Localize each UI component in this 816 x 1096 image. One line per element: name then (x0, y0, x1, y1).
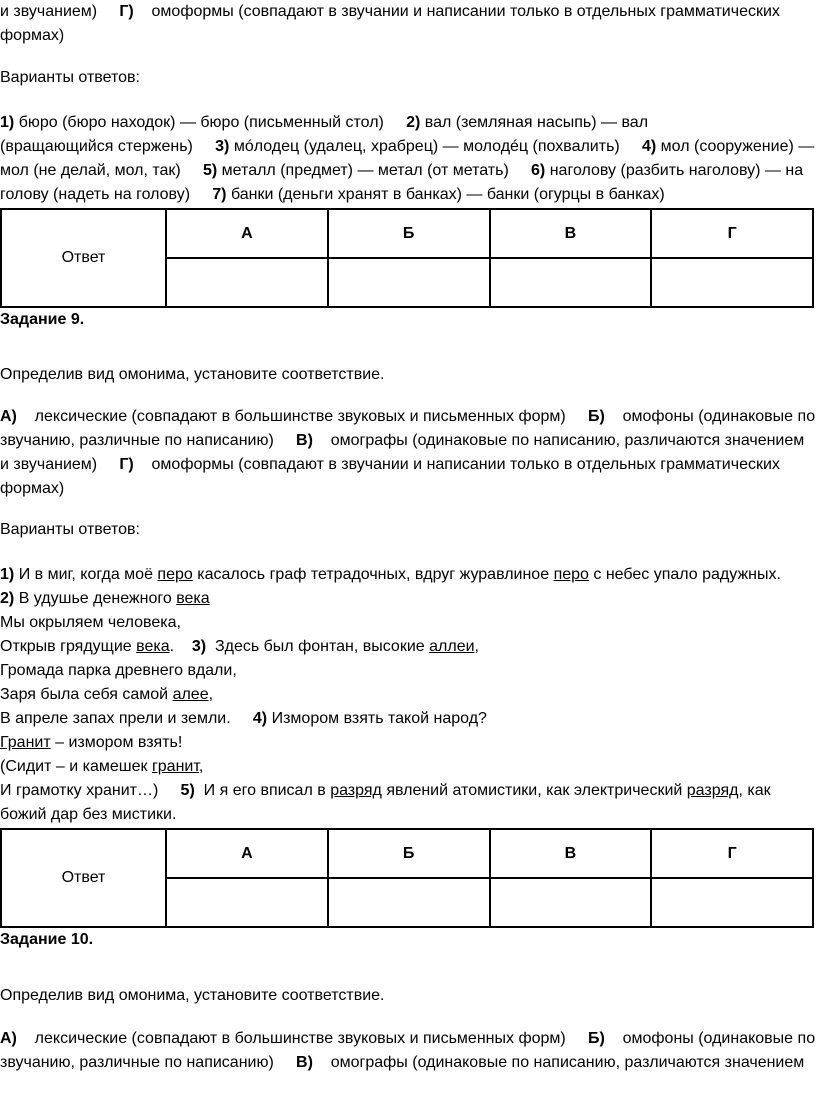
variants-title: Варианты ответов: (0, 69, 140, 86)
text-line (0, 1051, 804, 1075)
variants-title: Варианты ответов: (0, 521, 140, 538)
text-fragment: мóлодец (удалец, храбрец) — молодéц (похвалить) (233, 138, 620, 155)
option-letter: Б) (587, 408, 605, 425)
text-fragment: омофоны (одинаковые по (622, 1030, 816, 1047)
text-line (0, 1027, 815, 1051)
text-line: Заря была себя самой алее, (0, 686, 214, 703)
option-letter: А) (0, 1030, 17, 1047)
answer-cell[interactable] (490, 878, 652, 927)
text-line: формах) (0, 27, 65, 44)
text-fragment: (вращающийся стержень) (0, 138, 193, 155)
header-cell: Б (328, 829, 490, 878)
text-fragment: , как (738, 782, 771, 799)
text-line: Открыв грядущие века. 3) Здесь был фонтан, высокие аллеи, (0, 638, 479, 655)
text-fragment: омографы (одинаковые по написанию, различаются значением (330, 432, 805, 449)
option-number: 3) (191, 638, 207, 655)
text-fragment: Открыв грядущие (0, 638, 132, 655)
text-line (0, 159, 803, 183)
text-fragment: Измором взять такой народ? (271, 710, 487, 727)
option-number: 4) (252, 710, 268, 727)
text-fragment: голову (надеть на голову) (0, 186, 191, 203)
text-fragment: омоформы (совпадают в звучании и написании только в отдельных грамматических (151, 456, 780, 473)
option-letter: А) (0, 408, 17, 425)
text-line (0, 731, 182, 755)
answer-cell[interactable] (166, 878, 328, 927)
text-fragment: омографы (одинаковые по написанию, различаются значением (330, 1054, 805, 1071)
task-instruction: Определив вид омонима, установите соответствие. (0, 987, 385, 1004)
header-cell: В (490, 209, 652, 258)
text-fragment: мол (не делай, мол, так) (0, 162, 181, 179)
underlined-word: века (176, 590, 210, 607)
answer-cell[interactable] (166, 258, 328, 307)
text-fragment: явлений атомистики, как электрический (386, 782, 683, 799)
text-fragment: лексические (совпадают в большинстве звуковых и письменных форм) (34, 408, 566, 425)
answer-table (0, 208, 814, 308)
text-fragment: Заря была себя самой (0, 686, 169, 703)
task-instruction: Определив вид омонима, установите соответствие. (0, 366, 385, 383)
option-letter: Г) (119, 456, 134, 473)
answer-table (0, 828, 814, 928)
header-cell: Г (651, 209, 813, 258)
option-letter: В) (296, 432, 313, 449)
text-fragment: и звучанием) (0, 456, 98, 473)
text-line: божий дар без мистики. (0, 806, 177, 823)
option-number: 5) (202, 162, 218, 179)
text-line (0, 587, 210, 611)
header-cell: Б (328, 209, 490, 258)
underlined-word: перо (553, 566, 589, 583)
text-line (0, 429, 804, 453)
option-letter: Б) (587, 1030, 605, 1047)
text-line (0, 405, 815, 429)
text-fragment: звучанию, различные по написанию) (0, 432, 274, 449)
underlined-word: века (136, 638, 170, 655)
text-fragment: с небес упало радужных. (593, 566, 781, 583)
text-fragment: звучанию, различные по написанию) (0, 1054, 274, 1071)
underlined-word: перо (157, 566, 193, 583)
task-title-text: Задание 9. (0, 311, 85, 328)
answer-cell[interactable] (490, 258, 652, 307)
text-line: (Сидит – и камешек гранит, (0, 758, 204, 775)
answer-cell[interactable] (651, 258, 813, 307)
text-fragment: В удушье денежного (18, 590, 172, 607)
text-fragment: омоформы (совпадают в звучании и написании только в отдельных грамматических (151, 3, 780, 20)
text-fragment: вал (земляная насыпь) — вал (424, 114, 649, 131)
underlined-word: разряд (686, 782, 739, 799)
answer-cell[interactable] (328, 878, 490, 927)
text-line (0, 111, 648, 135)
answer-label: Ответ (1, 209, 166, 307)
task-title-text: Задание 10. (0, 931, 94, 948)
answer-label: Ответ (1, 829, 166, 927)
underlined-word: гранит (151, 758, 199, 775)
option-number: 7) (212, 186, 227, 203)
text-fragment: банки (деньги хранят в банках) — банки (огурцы в банках) (230, 186, 665, 203)
option-number: 2) (0, 590, 15, 607)
text-line (0, 707, 487, 731)
answer-cell[interactable] (328, 258, 490, 307)
option-number: 5) (180, 782, 195, 799)
text-fragment: В апреле запах прели и земли. (0, 710, 231, 727)
underlined-word: Гранит (0, 734, 51, 751)
text-fragment: И в миг, когда моё (18, 566, 153, 583)
underlined-word: разряд (330, 782, 382, 799)
text-line (0, 0, 780, 24)
text-line (0, 453, 780, 477)
text-fragment: мол (сооружение) — (660, 138, 815, 155)
text-line (0, 183, 665, 207)
text-fragment: (Сидит – и камешек (0, 758, 148, 775)
text-fragment: – измором взять! (55, 734, 183, 751)
underlined-word: аллеи (429, 638, 475, 655)
text-fragment: омофоны (одинаковые по (622, 408, 816, 425)
option-number: 2) (406, 114, 421, 131)
underlined-word: алее (172, 686, 209, 703)
text-fragment: металл (предмет) — метал (от метать) (221, 162, 509, 179)
text-line (0, 563, 781, 587)
text-line: Громада парка древнего вдали, (0, 662, 237, 679)
task-title (0, 308, 84, 332)
text-fragment: лексические (совпадают в большинстве звуковых и письменных форм) (34, 1030, 566, 1047)
text-line (0, 135, 814, 159)
header-cell: А (166, 829, 328, 878)
text-line (0, 779, 771, 803)
text-fragment: наголову (разбить наголову) — на (549, 162, 804, 179)
option-number: 1) (0, 566, 15, 583)
header-cell: В (490, 829, 652, 878)
text-fragment: и звучанием) (0, 3, 98, 20)
task-title (0, 928, 93, 952)
option-number: 1) (0, 114, 15, 131)
text-fragment: И грамотку хранит…) (0, 782, 159, 799)
answer-cell[interactable] (651, 878, 813, 927)
header-cell: Г (651, 829, 813, 878)
option-letter: В) (296, 1054, 313, 1071)
text-fragment: И я его вписал в (203, 782, 326, 799)
option-number: 6) (531, 162, 546, 179)
text-fragment: Здесь был фонтан, высокие (214, 638, 425, 655)
option-number: 3) (215, 138, 230, 155)
text-fragment: касалось граф тетрадочных, вдруг журавлиное (197, 566, 550, 583)
text-fragment: бюро (бюро находок) — бюро (письменный стол) (18, 114, 384, 131)
header-cell: А (166, 209, 328, 258)
option-number: 4) (641, 138, 657, 155)
text-line: формах) (0, 480, 65, 497)
option-letter: Г) (119, 3, 134, 20)
text-line: Мы окрыляем человека, (0, 614, 181, 631)
